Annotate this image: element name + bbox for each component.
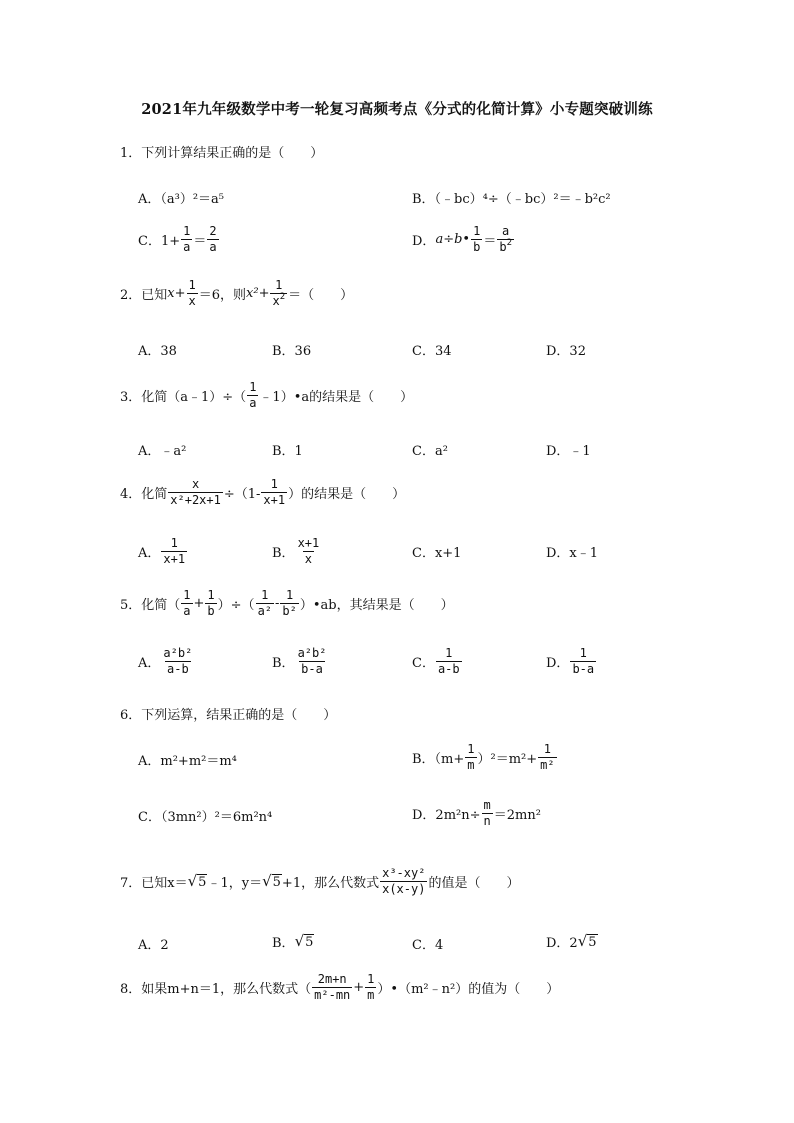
page-title: 2021年九年级数学中考一轮复习高频考点《分式的化简计算》小专题突破训练 [141, 101, 653, 118]
q1-option-c: C．1+ $\frac{1}{a}$ ＝ $\frac{2}{a}$ [138, 224, 217, 254]
q2-option-c: C．34 [412, 344, 452, 359]
fraction: $\frac{\text{x³-xy²}}{x(x-y)}$ [382, 866, 426, 896]
fraction: $\frac{1}{x+1}$ [163, 536, 186, 566]
q2-option-d: D．32 [546, 344, 586, 359]
sqrt: √ 5 [262, 872, 281, 890]
q7-option-c: C．4 [412, 938, 444, 953]
fraction: $\frac{1}{m}$ [367, 972, 375, 1002]
fraction: $\frac{1}{b}$ [473, 224, 481, 254]
question-1-stem: 1．下列计算结果正确的是（ ） [120, 146, 324, 161]
question-5-stem: 5．化简（ $\frac{1}{a}$ + $\frac{1}{b}$ ）÷（ $\frac{1}{\text{a²}}$ - $\frac{1}{\text{b²}}$ ）•ab，其结果是（ ） [120, 588, 454, 618]
fraction: $\frac{1}{x}$ [188, 278, 196, 308]
q6-option-a: A．m²+m²＝m⁴ [138, 754, 237, 769]
fraction: $\frac{1}{a}$ [249, 380, 257, 410]
q4-option-c: C．x+1 [412, 546, 462, 561]
question-4-stem: 4．化简 $\frac{x}{\text{x²+2x+1}}$ ÷（1- $\frac{1}{x+1}$ ）的结果是（ ） [120, 477, 406, 507]
q3-option-d: D．﹣1 [546, 444, 591, 459]
q6-option-b: B．（m+ $\frac{1}{m}$ ）²＝m²+ $\frac{1}{\text{m²}}$ [412, 742, 555, 772]
q6-option-c: C．（3mn²）²＝6m²n⁴ [138, 810, 273, 825]
q5-option-b: B． $\frac{\text{a²b²}}{b-a}$ [272, 646, 327, 676]
fraction: $\frac{m}{n}$ [483, 798, 491, 828]
fraction: $\frac{1}{a}$ [183, 588, 191, 618]
q7-option-a: A．2 [138, 938, 169, 953]
q1-option-d: D． a÷b• $\frac{1}{b}$ ＝ $\frac{a}{b^2}$ [412, 224, 512, 254]
q4-option-b: B． $\frac{x+1}{x}$ [272, 536, 320, 566]
fraction: $\frac{2m+n}{\text{m²-mn}}$ [314, 972, 351, 1002]
q4-option-a: A． $\frac{1}{x+1}$ [138, 536, 186, 566]
fraction: $\frac{1}{a}$ [183, 224, 191, 254]
q7-option-b: B． √ 5 [272, 932, 314, 951]
q1-option-a: A．（a³）²＝a⁵ [138, 192, 225, 207]
fraction: $\frac{1}{b-a}$ [572, 646, 595, 676]
fraction: $\frac{1}{\text{m²}}$ [540, 742, 555, 772]
q1-option-b: B．（﹣bc）⁴÷（﹣bc）²＝﹣b²c² [412, 192, 611, 207]
sqrt: √ 5 [187, 872, 207, 890]
q2-option-a: A．38 [138, 344, 177, 359]
option-label: C．1+ [138, 234, 181, 249]
fraction: $\frac{1}{x+1}$ [263, 477, 286, 507]
sqrt: √ 5 [294, 932, 314, 950]
fraction: $\frac{x}{\text{x²+2x+1}}$ [170, 477, 221, 507]
fraction: $\frac{1}{a-b}$ [437, 646, 460, 676]
fraction: $\frac{\text{a²b²}}{b-a}$ [297, 646, 327, 676]
question-3-stem: 3．化简（a﹣1）÷（ $\frac{1}{a}$ ﹣1）•a的结果是（ ） [120, 380, 414, 410]
question-8-stem: 8．如果m+n＝1，那么代数式（ $\frac{2m+n}{\text{m²-mn}}$ + $\frac{1}{m}$ ）•（m²﹣n²）的值为（ ） [120, 972, 560, 1002]
question-6-stem: 6．下列运算，结果正确的是（ ） [120, 708, 337, 723]
fraction: $\frac{1}{\text{b²}}$ [282, 588, 297, 618]
q3-option-c: C．a² [412, 444, 448, 459]
sqrt: √ 5 [577, 932, 597, 950]
q7-option-d: D．2 √ 5 [546, 932, 597, 951]
fraction: $\frac{1}{x^2}$ [272, 278, 286, 308]
question-2-stem: 2．已知 x+ $\frac{1}{x}$ ＝6，则 x²+ $\frac{1}{x^2}$ ＝（ ） [120, 278, 354, 308]
q5-option-a: A． $\frac{\text{a²b²}}{a-b}$ [138, 646, 193, 676]
q5-option-c: C． $\frac{1}{a-b}$ [412, 646, 460, 676]
fraction: $\frac{a}{b^2}$ [499, 224, 512, 254]
q3-option-b: B．1 [272, 444, 303, 459]
q2-option-b: B．36 [272, 344, 312, 359]
fraction: $\frac{1}{\text{a²}}$ [257, 588, 273, 618]
fraction: $\frac{1}{b}$ [207, 588, 215, 618]
q4-option-d: D．x﹣1 [546, 546, 599, 561]
fraction: $\frac{2}{a}$ [209, 224, 217, 254]
fraction: $\frac{\text{a²b²}}{a-b}$ [163, 646, 193, 676]
fraction: $\frac{1}{m}$ [467, 742, 475, 772]
q6-option-d: D．2m²n÷ $\frac{m}{n}$ ＝2mn² [412, 798, 541, 828]
q3-option-a: A．﹣a² [138, 444, 187, 459]
question-7-stem: 7．已知x＝ √ 5 ﹣1，y＝ √ 5 +1，那么代数式 $\frac{\text{x³-xy²}}{x(x-y)}$ 的值是（ ） [120, 866, 520, 896]
fraction: $\frac{x+1}{x}$ [297, 536, 320, 566]
q5-option-d: D． $\frac{1}{b-a}$ [546, 646, 595, 676]
